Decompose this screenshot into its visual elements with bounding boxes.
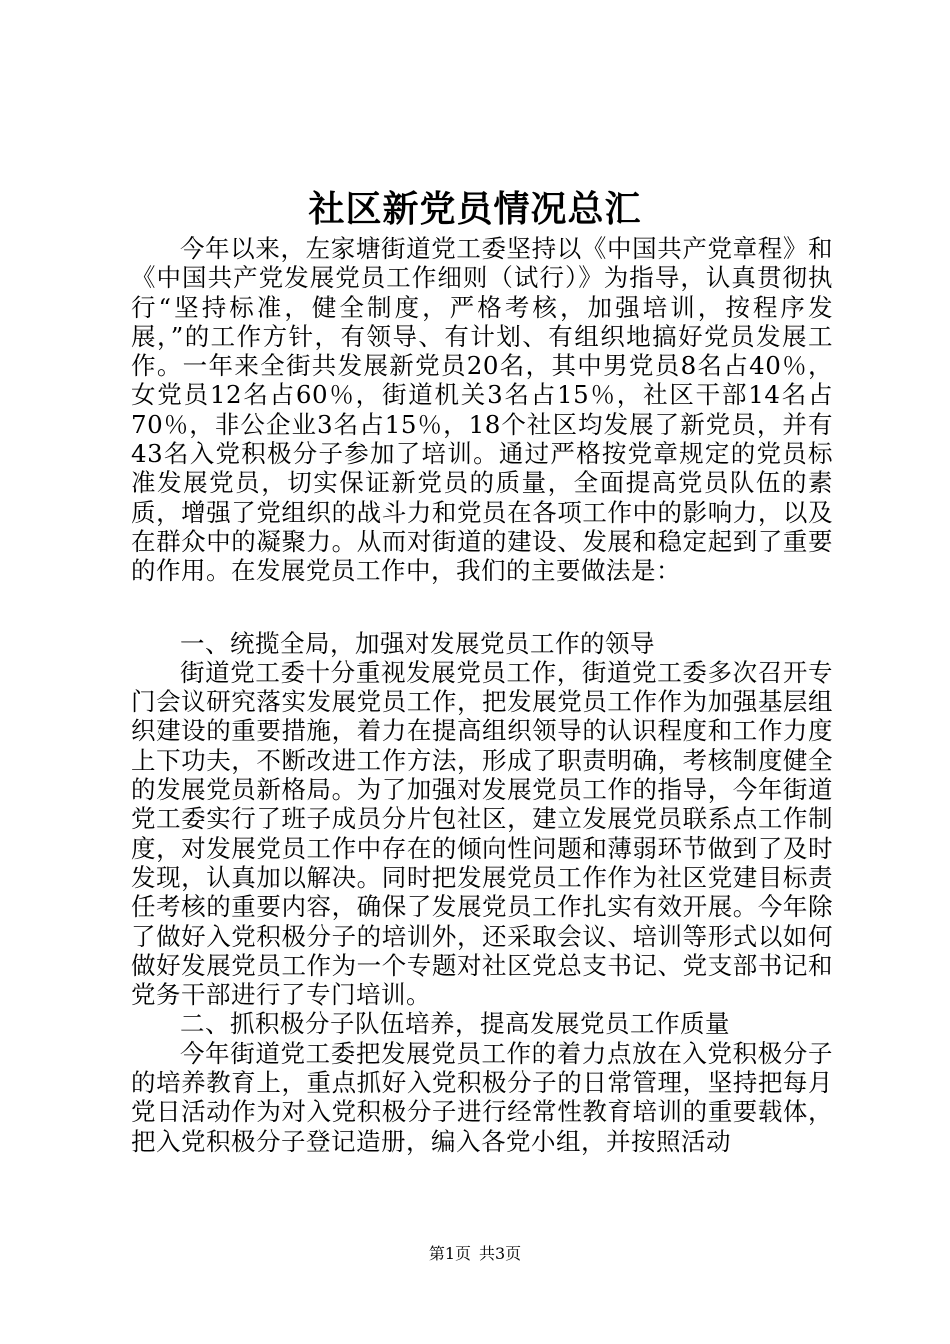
section-2-paragraph: 今年街道党工委把发展党员工作的着力点放在入党积极分子的培养教育上，重点抓好入党积极分子的日常管理，坚持把每月党日活动作为对入党积极分子进行经常性教育培训的重要载体，把入党积极分子登记造册，编入各党小组，并按照活动 xyxy=(131,1038,833,1156)
section-1-paragraph: 街道党工委十分重视发展党员工作，街道党工委多次召开专门会议研究落实发展党员工作，把发展党员工作作为加强基层组织建设的重要措施，着力在提高组织领导的认识程度和工作力度上下功夫，不断改进工作方法，形成了职责明确，考核制度健全的发展党员新格局。为了加强对发展党员工作的指导，今年街道党工委实行了班子成员分片包社区，建立发展党员联系点工作制度，对发展党员工作中存在的倾向性问题和薄弱环节做到了及时发现，认真加以解决。同时把发展党员工作作为社区党建目标责任考核的重要内容，确保了发展党员工作扎实有效开展。今年除了做好入党积极分子的培训外，还采取会议、培训等形式以如何做好发展党员工作为一个专题对社区党总支书记、党支部书记和党务干部进行了专门培训。 xyxy=(131,657,833,1010)
intro-paragraph: 今年以来，左家塘街道党工委坚持以《中国共产党章程》和《中国共产党发展党员工作细则（试行）》为指导，认真贯彻执行“坚持标准，健全制度，严格考核，加强培训，按程序发展，”的工作方针，有领导、有计划、有组织地搞好党员发展工作。一年来全街共发展新党员20名，其中男党员8名占40％，女党员12名占60％，街道机关3名占15％，社区干部14名占70％，非公企业3名占15％，18个社区均发展了新党员，并有43名入党积极分子参加了培训。通过严格按党章规定的党员标准发展党员，切实保证新党员的质量，全面提高党员队伍的素质，增强了党组织的战斗力和党员在各项工作中的影响力，以及在群众中的凝聚力。从而对街道的建设、发展和稳定起到了重要的作用。在发展党员工作中，我们的主要做法是： xyxy=(131,234,833,586)
document-title: 社区新党员情况总汇 xyxy=(308,188,642,230)
paragraph-spacer xyxy=(131,586,833,629)
section-1-heading: 一、统揽全局，加强对发展党员工作的领导 xyxy=(180,628,655,658)
page-total: 共3页 xyxy=(479,1244,522,1263)
page-footer xyxy=(0,1243,950,1265)
page-number: 第1页 xyxy=(428,1244,471,1263)
section-2-heading: 二、抓积极分子队伍培养，提高发展党员工作质量 xyxy=(180,1009,730,1039)
document-body xyxy=(131,234,833,1156)
